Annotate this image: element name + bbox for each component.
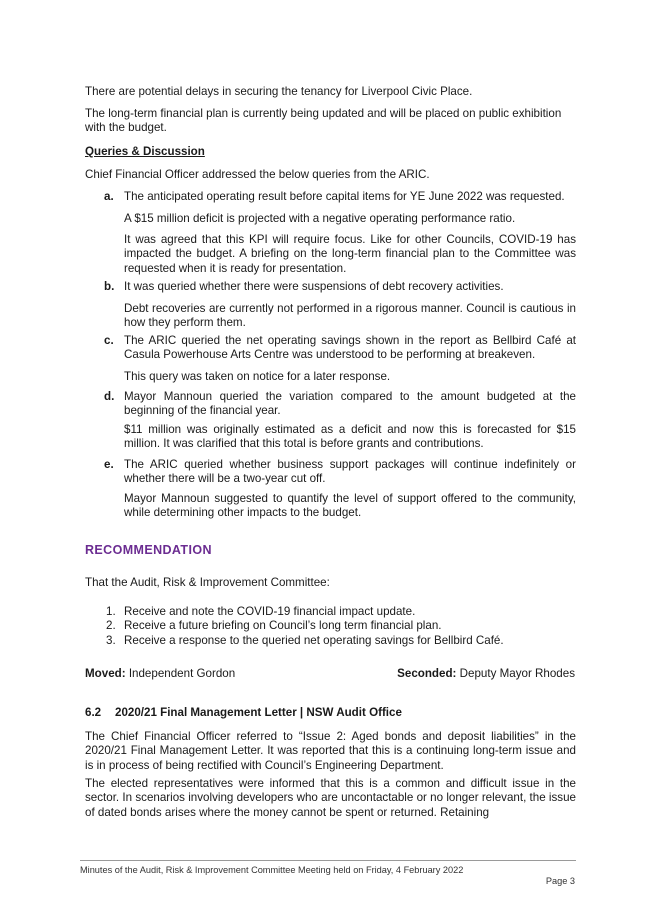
recommendation-number-1: 1. (106, 605, 116, 618)
query-text-a: The anticipated operating result before capital items for YE June 2022 was requested. (124, 190, 565, 203)
footer-text: Minutes of the Audit, Risk & Improvement Committee Meeting held on Friday, 4 February 2022 (80, 865, 464, 875)
query-letter-a: a. (104, 190, 114, 203)
recommendation-item-3: Receive a response to the queried net operating savings for Bellbird Café. (124, 634, 504, 647)
query-response-a-1: A $15 million deficit is projected with a negative operating performance ratio. (124, 212, 516, 225)
recommendation-lead: That the Audit, Risk & Improvement Committee: (85, 576, 330, 589)
section-number: 6.2 (85, 706, 102, 719)
queries-heading: Queries & Discussion (85, 145, 205, 158)
query-letter-c: c. (104, 334, 114, 347)
query-text-e: The ARIC queried whether business support packages will continue indefinitely or whether there will be a two-year cut off. (124, 458, 576, 486)
recommendation-item-2: Receive a future briefing on Council’s long term financial plan. (124, 619, 442, 632)
section-heading (85, 706, 402, 720)
moved-value: Independent Gordon (128, 667, 236, 680)
query-text-b: It was queried whether there were suspensions of debt recovery activities. (124, 280, 504, 293)
query-text-c: The ARIC queried the net operating savings shown in the report as Bellbird Café at Casula Powerhouse Arts Centre was understood to be performing at breakeven. (124, 334, 576, 362)
moved-line (85, 667, 235, 681)
recommendation-item-1: Receive and note the COVID-19 financial impact update. (124, 605, 416, 618)
moved-label: Moved: (85, 667, 126, 680)
query-response-e-1: Mayor Mannoun suggested to quantify the level of support offered to the community, while determining other impacts to the budget. (124, 492, 576, 520)
section-paragraph-1: The Chief Financial Officer referred to “Issue 2: Aged bonds and deposit liabilities” in the 2020/21 Final Management Letter. It was reported that this is a continuing long-term issue and is in process of being rectified with Council’s Engineering Department. (85, 730, 576, 772)
query-letter-e: e. (104, 458, 114, 471)
queries-lead: Chief Financial Officer addressed the below queries from the ARIC. (85, 168, 430, 181)
seconded-label: Seconded: (397, 667, 457, 680)
query-response-a-2: It was agreed that this KPI will require focus. Like for other Councils, COVID-19 has impacted the budget. A briefing on the long-term financial plan to the Committee was requested when it is ready for presentation. (124, 233, 576, 275)
query-response-b-1: Debt recoveries are currently not performed in a rigorous manner. Council is cautious in how they perform them. (124, 302, 576, 330)
recommendation-number-3: 3. (106, 634, 116, 647)
query-response-c-1: This query was taken on notice for a later response. (124, 370, 391, 383)
section-title: 2020/21 Final Management Letter | NSW Audit Office (115, 706, 402, 719)
recommendation-title: RECOMMENDATION (85, 543, 212, 557)
intro-paragraph-tenancy: There are potential delays in securing the tenancy for Liverpool Civic Place. (85, 85, 473, 98)
query-response-d-1: $11 million was originally estimated as a deficit and now this is forecasted for $15 million. It was clarified that this total is before grants and contributions. (124, 423, 576, 451)
intro-paragraph-financial-plan: The long-term financial plan is currently being updated and will be placed on public exhibition with the budget. (85, 107, 562, 135)
query-text-d: Mayor Mannoun queried the variation compared to the amount budgeted at the beginning of the financial year. (124, 390, 576, 418)
recommendation-number-2: 2. (106, 619, 116, 632)
query-letter-b: b. (104, 280, 115, 293)
seconded-value: Deputy Mayor Rhodes (459, 667, 575, 680)
section-paragraph-2: The elected representatives were informed that this is a common and difficult issue in the sector. In scenarios involving developers who are uncontactable or no longer relevant, the issue of dated bonds arises where the money cannot be spent or returned. Retaining (85, 777, 576, 819)
query-letter-d: d. (104, 390, 115, 403)
footer-divider (80, 860, 576, 861)
page-number: Page 3 (545, 876, 575, 886)
seconded-line (397, 667, 575, 681)
